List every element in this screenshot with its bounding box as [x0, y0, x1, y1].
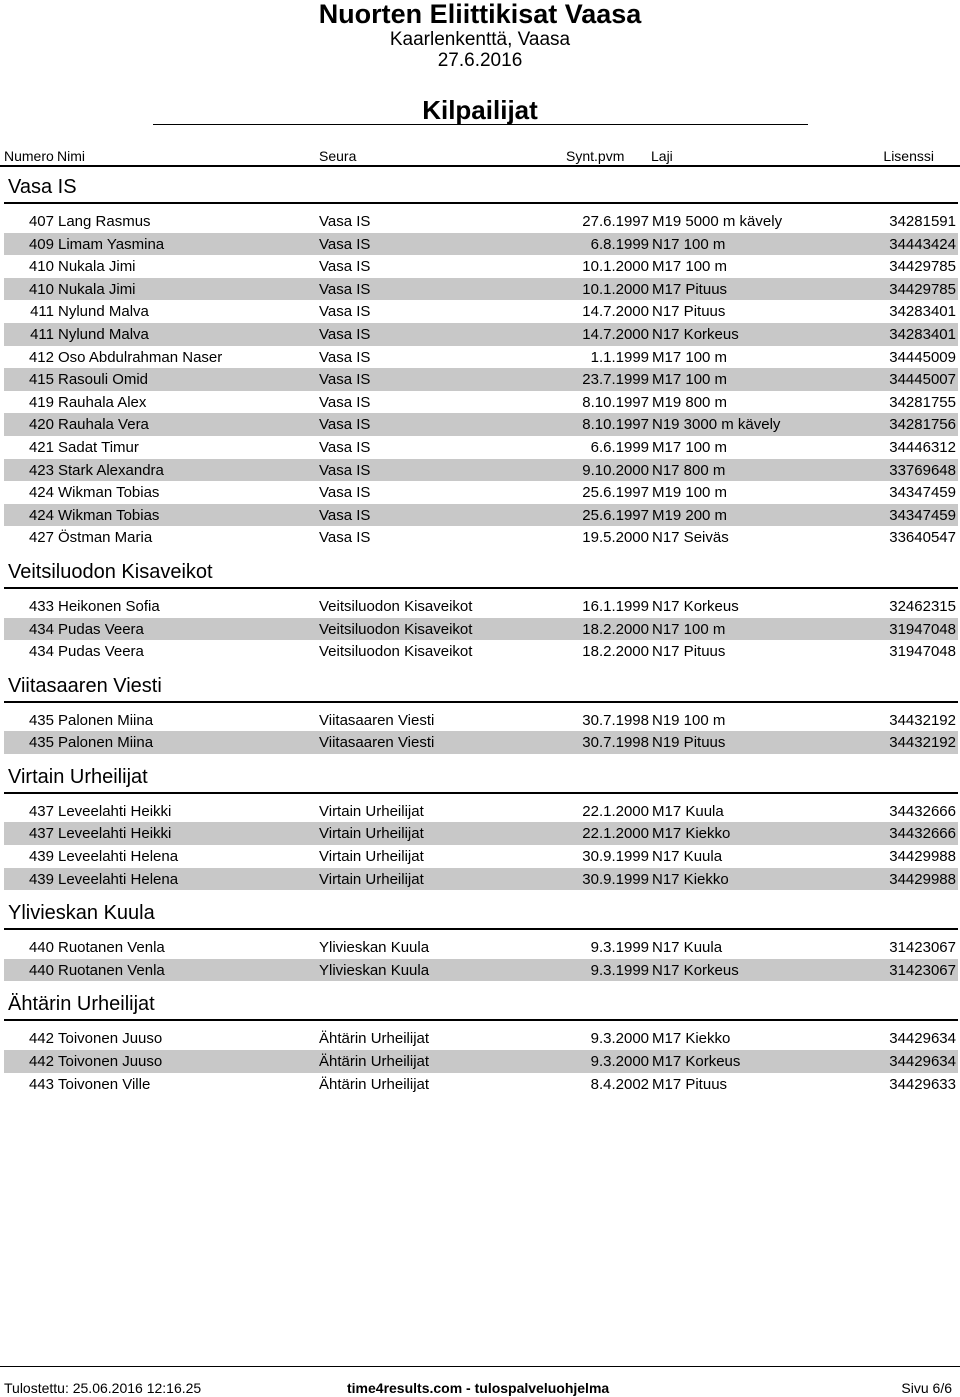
license-number: 34281591	[889, 213, 956, 230]
competitor-club: Ylivieskan Kuula	[319, 961, 430, 979]
club-heading: Ylivieskan Kuula	[4, 894, 958, 930]
license-number: 34432192	[889, 711, 956, 729]
license-number: 34432192	[889, 734, 956, 752]
birth-date: 18.2.2000	[582, 643, 649, 661]
license-number: 31423067	[889, 939, 956, 957]
competitor-number: 427	[28, 529, 54, 547]
table-row	[4, 413, 958, 436]
birth-date: 16.1.1999	[582, 597, 649, 615]
competitor-name: Oso Abdulrahman Naser	[58, 348, 223, 366]
competitor-name: Rauhala Alex	[58, 393, 147, 411]
competitor-name: Leveelahti Helena	[58, 848, 179, 866]
license-number: 34347459	[889, 506, 956, 524]
competitor-club: Ähtärin Urheilijat	[319, 1053, 430, 1071]
birth-date: 18.2.2000	[582, 620, 649, 638]
title-rule	[153, 124, 808, 125]
section-title: Kilpailijat	[422, 95, 538, 125]
competitor-number: 440	[28, 939, 54, 957]
birth-date: 9.10.2000	[582, 461, 649, 479]
table-row	[4, 391, 958, 414]
birth-date: 30.9.1999	[582, 870, 649, 888]
event-name: M19 200 m	[652, 506, 728, 524]
competitor-name: Toivonen Juuso	[58, 1053, 163, 1071]
event-name: M17 Kiekko	[652, 825, 731, 843]
birth-date: 23.7.1999	[582, 371, 649, 389]
table-row	[4, 459, 958, 482]
event-name: N17 Kuula	[652, 848, 723, 866]
birth-date: 8.10.1997	[582, 416, 649, 434]
footer	[0, 1366, 960, 1397]
event-name: M17 100 m	[652, 258, 728, 276]
club-heading: Ähtärin Urheilijat	[4, 985, 958, 1021]
competitor-name: Limam Yasmina	[58, 235, 165, 253]
table-row	[4, 868, 958, 891]
competitor-name: Ruotanen Venla	[58, 961, 165, 979]
license-number: 31947048	[889, 620, 956, 638]
birth-date: 9.3.2000	[590, 1053, 649, 1071]
competitor-club: Vasa IS	[319, 325, 371, 343]
license-number: 34432666	[889, 825, 956, 843]
competitor-number: 419	[28, 393, 54, 411]
competitor-number: 410	[28, 258, 54, 276]
table-row	[4, 436, 958, 459]
birth-date: 6.6.1999	[590, 438, 649, 456]
competitor-name: Rauhala Vera	[58, 416, 149, 434]
competitor-number: 442	[28, 1030, 54, 1048]
table-row	[4, 346, 958, 369]
table-row	[4, 504, 958, 527]
col-nimi: Nimi	[57, 148, 85, 164]
competitor-number: 443	[28, 1075, 54, 1093]
competitor-name: Heikonen Sofia	[58, 597, 160, 615]
competitor-name: Nylund Malva	[58, 325, 149, 343]
table-row	[4, 255, 958, 278]
col-synt: Synt.pvm	[566, 148, 625, 164]
competitor-club: Vasa IS	[319, 258, 371, 276]
competitor-club: Vasa IS	[319, 438, 371, 456]
competitor-number: 420	[28, 416, 54, 434]
competitor-number: 439	[28, 848, 54, 866]
table-row	[4, 368, 958, 391]
event-name: M17 100 m	[652, 438, 728, 456]
table-row	[4, 481, 958, 504]
birth-date: 8.10.1997	[582, 393, 649, 411]
competitor-club: Vasa IS	[319, 506, 371, 524]
competitor-name: Pudas Veera	[58, 620, 144, 638]
license-number: 34446312	[889, 438, 956, 456]
competitor-number: 415	[28, 371, 54, 389]
table-row	[4, 595, 958, 618]
column-header	[0, 147, 960, 167]
license-number: 34429633	[889, 1075, 956, 1093]
competitor-name: Östman Maria	[58, 529, 153, 547]
competitor-club: Veitsiluodon Kisaveikot	[319, 620, 473, 638]
table-row	[4, 323, 958, 346]
competitor-club: Vasa IS	[319, 348, 371, 366]
event-name: M19 5000 m kävely	[652, 213, 783, 230]
table-row	[4, 526, 958, 549]
competitor-club: Virtain Urheilijat	[319, 848, 424, 866]
table-row	[4, 822, 958, 845]
license-number: 33769648	[889, 461, 956, 479]
competitor-club: Vasa IS	[319, 235, 371, 253]
table-row	[4, 936, 958, 959]
col-numero: Numero	[4, 148, 54, 164]
license-number: 34281756	[889, 416, 956, 434]
event-name: M17 Pituus	[652, 1075, 728, 1093]
col-seura: Seura	[319, 148, 357, 164]
competitor-number: 424	[28, 484, 54, 502]
competitor-number: 439	[28, 870, 54, 888]
competitor-name: Wikman Tobias	[58, 484, 160, 502]
table-row	[4, 640, 958, 663]
club-spacer	[4, 1095, 958, 1099]
competitor-name: Pudas Veera	[58, 643, 144, 661]
event-name: M17 Pituus	[652, 280, 728, 298]
event-name: M17 Kuula	[652, 802, 724, 820]
table-row	[4, 1027, 958, 1050]
col-lisenssi: Lisenssi	[883, 148, 934, 164]
competitor-club: Vasa IS	[319, 416, 371, 434]
license-number: 31947048	[889, 643, 956, 661]
license-number: 32462315	[889, 597, 956, 615]
table-row	[4, 618, 958, 641]
table-row	[4, 300, 958, 323]
event-name: M17 100 m	[652, 348, 728, 366]
license-number: 34443424	[889, 235, 956, 253]
table-row	[4, 1050, 958, 1073]
license-number: 34281755	[889, 393, 956, 411]
event-name: N19 100 m	[652, 711, 726, 729]
event-name: N19 Pituus	[652, 734, 726, 752]
birth-date: 10.1.2000	[582, 280, 649, 298]
competitor-club: Vasa IS	[319, 529, 371, 547]
event-name: N17 Pituus	[652, 643, 726, 661]
event-name: M19 100 m	[652, 484, 728, 502]
table-row	[4, 731, 958, 754]
competitor-number: 433	[28, 597, 54, 615]
birth-date: 6.8.1999	[590, 235, 649, 253]
competitor-number: 435	[28, 734, 54, 752]
competitor-name: Wikman Tobias	[58, 506, 160, 524]
event-name: N17 100 m	[652, 620, 726, 638]
competitor-club: Veitsiluodon Kisaveikot	[319, 597, 473, 615]
competitor-club: Vasa IS	[319, 393, 371, 411]
competitor-number: 434	[28, 643, 54, 661]
competitor-name: Leveelahti Heikki	[58, 825, 172, 843]
birth-date: 30.7.1998	[582, 711, 649, 729]
license-number: 34429634	[889, 1030, 956, 1048]
competitor-name: Sadat Timur	[58, 438, 139, 456]
event-name: M17 100 m	[652, 371, 728, 389]
license-number: 33640547	[889, 529, 956, 547]
license-number: 34347459	[889, 484, 956, 502]
competitor-number: 437	[28, 825, 54, 843]
event-name: N19 3000 m kävely	[652, 416, 781, 434]
competitor-number: 411	[30, 303, 54, 321]
competitor-club: Viitasaaren Viesti	[319, 711, 435, 729]
license-number: 34283401	[889, 325, 956, 343]
table-row	[4, 709, 958, 732]
license-number: 34429634	[889, 1053, 956, 1071]
birth-date: 10.1.2000	[582, 258, 649, 276]
birth-date: 9.3.2000	[590, 1030, 649, 1048]
event-name: N17 Kiekko	[652, 870, 729, 888]
competitor-number: 440	[28, 961, 54, 979]
competitor-club: Ähtärin Urheilijat	[319, 1075, 430, 1093]
competitor-club: Vasa IS	[319, 280, 371, 298]
license-number: 34429988	[889, 870, 956, 888]
event-name: M17 Korkeus	[652, 1053, 741, 1071]
competitor-club: Vasa IS	[319, 371, 371, 389]
competitor-name: Toivonen Juuso	[58, 1030, 163, 1048]
club-heading: Veitsiluodon Kisaveikot	[4, 553, 958, 589]
event-name: N17 Pituus	[652, 303, 726, 321]
event-name: N17 Kuula	[652, 939, 723, 957]
table-row	[4, 233, 958, 256]
competitor-club: Viitasaaren Viesti	[319, 734, 435, 752]
competitor-name: Toivonen Ville	[58, 1075, 151, 1093]
birth-date: 9.3.1999	[590, 939, 649, 957]
event-name: M17 Kiekko	[652, 1030, 731, 1048]
competitor-number: 424	[28, 506, 54, 524]
license-number: 34283401	[889, 303, 956, 321]
competitor-number: 437	[28, 802, 54, 820]
competitor-club: Veitsiluodon Kisaveikot	[319, 643, 473, 661]
birth-date: 8.4.2002	[590, 1075, 649, 1093]
birth-date: 30.7.1998	[582, 734, 649, 752]
competitor-list	[4, 168, 958, 1099]
competitor-number: 442	[28, 1053, 54, 1071]
table-row	[4, 210, 958, 233]
competitor-number: 410	[28, 280, 54, 298]
competitor-number: 409	[28, 235, 54, 253]
club-heading: Virtain Urheilijat	[4, 758, 958, 794]
license-number: 31423067	[889, 961, 956, 979]
competitor-club: Virtain Urheilijat	[319, 870, 424, 888]
competitor-number: 421	[28, 438, 54, 456]
footer-printed: Tulostettu: 25.06.2016 12:16.25	[4, 1380, 202, 1396]
license-number: 34429785	[889, 280, 956, 298]
birth-date: 14.7.2000	[582, 325, 649, 343]
competitor-name: Ruotanen Venla	[58, 939, 165, 957]
event-name: N17 Korkeus	[652, 597, 739, 615]
competitor-club: Vasa IS	[319, 461, 371, 479]
competitor-name: Nylund Malva	[58, 303, 149, 321]
birth-date: 25.6.1997	[582, 484, 649, 502]
competitor-number: 411	[30, 325, 54, 343]
competitor-club: Vasa IS	[319, 484, 371, 502]
event-name: N17 Korkeus	[652, 961, 739, 979]
event-venue: Kaarlenkenttä, Vaasa	[389, 29, 571, 50]
table-row	[4, 278, 958, 301]
competitor-number: 423	[28, 461, 54, 479]
competitor-number: 434	[28, 620, 54, 638]
competitor-name: Palonen Miina	[58, 734, 154, 752]
license-number: 34445007	[889, 371, 956, 389]
birth-date: 1.1.1999	[590, 348, 649, 366]
table-row	[4, 800, 958, 823]
table-row	[4, 1073, 958, 1096]
license-number: 34445009	[889, 348, 956, 366]
birth-date: 27.6.1997	[582, 213, 649, 230]
col-laji: Laji	[651, 148, 673, 164]
competitor-name: Palonen Miina	[58, 711, 154, 729]
competitor-club: Virtain Urheilijat	[319, 802, 424, 820]
competitor-club: Ähtärin Urheilijat	[319, 1030, 430, 1048]
competitor-name: Leveelahti Helena	[58, 870, 179, 888]
event-name: N17 Korkeus	[652, 325, 739, 343]
competitor-club: Virtain Urheilijat	[319, 825, 424, 843]
competitor-name: Nukala Jimi	[58, 280, 136, 298]
event-name: M19 800 m	[652, 393, 728, 411]
competitor-club: Ylivieskan Kuula	[319, 939, 430, 957]
license-number: 34429785	[889, 258, 956, 276]
birth-date: 25.6.1997	[582, 506, 649, 524]
competitor-club: Vasa IS	[319, 213, 371, 230]
event-name: N17 800 m	[652, 461, 726, 479]
license-number: 34432666	[889, 802, 956, 820]
birth-date: 19.5.2000	[582, 529, 649, 547]
birth-date: 30.9.1999	[582, 848, 649, 866]
competitor-number: 435	[28, 711, 54, 729]
competitor-club: Vasa IS	[319, 303, 371, 321]
competitor-number: 412	[28, 348, 54, 366]
footer-page: Sivu 6/6	[901, 1380, 952, 1396]
competitor-name: Nukala Jimi	[58, 258, 136, 276]
club-heading: Vasa IS	[4, 168, 958, 204]
competitor-name: Rasouli Omid	[58, 371, 149, 389]
competitor-name: Lang Rasmus	[58, 213, 151, 230]
birth-date: 22.1.2000	[582, 802, 649, 820]
event-name: N17 100 m	[652, 235, 726, 253]
birth-date: 22.1.2000	[582, 825, 649, 843]
license-number: 34429988	[889, 848, 956, 866]
table-row	[4, 845, 958, 868]
event-date: 27.6.2016	[437, 50, 523, 71]
table-row	[4, 959, 958, 982]
competitor-name: Leveelahti Heikki	[58, 802, 172, 820]
competitor-name: Stark Alexandra	[58, 461, 164, 479]
club-heading: Viitasaaren Viesti	[4, 667, 958, 703]
event-title: Nuorten Eliittikisat Vaasa	[318, 0, 642, 29]
competitor-number: 407	[28, 213, 54, 230]
event-name: N17 Seiväs	[652, 529, 729, 547]
birth-date: 14.7.2000	[582, 303, 649, 321]
footer-software: time4results.com - tulospalveluohjelma	[347, 1380, 610, 1396]
birth-date: 9.3.1999	[590, 961, 649, 979]
